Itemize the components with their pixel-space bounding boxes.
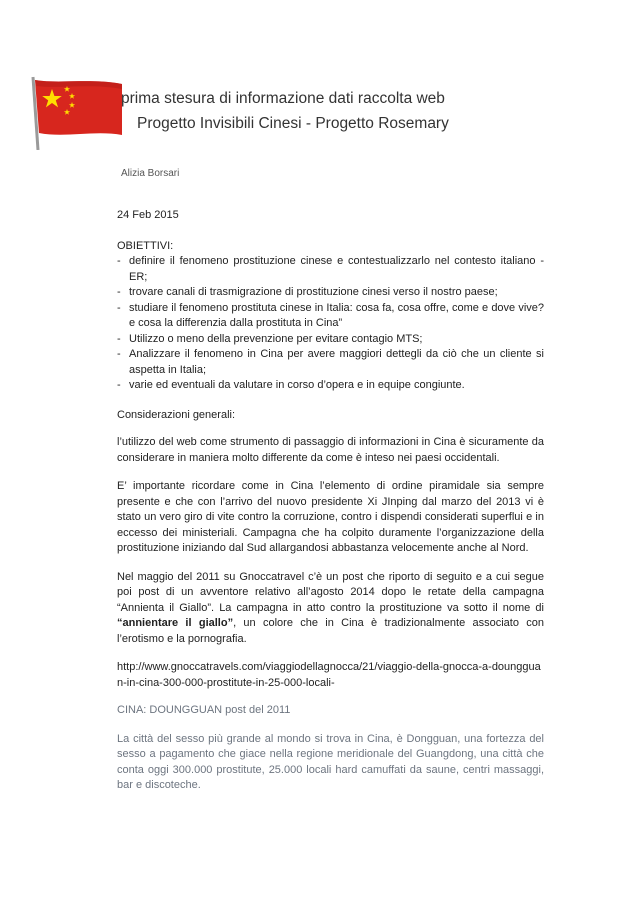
paragraph-crackdown: E’ importante ricordare come in Cina l’elemento di ordine piramidale sia sempre presente e che con l’arrivo del nuovo presidente Xi JInping dal marzo del 2013 vi è stato un vero giro di vite contro la corruzione, contro i dispendi considerati superflui e in eccesso dei ministeriali. Campagna che ha colpito duramente l’organizzazione della prostituzione iniziando dal Sud allargandosi abbastanza velocemente anche al Nord. [117,480,544,554]
objectives-list [117,254,544,394]
paragraph-web-usage: l’utilizzo del web come strumento di passaggio di informazioni in Cina è sicuramente da considerare in maniera molto differente da come è inteso nei paesi occidentali. [117,436,544,464]
document-title: prima stesura di informazione dati raccolta web [121,90,445,107]
objective-item: - studiare il fenomeno prostituta cinese in Italia: cosa fa, cosa offre, come e dove vive? e cosa la differenzia dalla prostituta in Cina” [117,301,544,332]
source-url: http://www.gnoccatravels.com/viaggiodellagnocca/21/viaggio-della-gnocca-a-doungguan-in-cina-300-000-prostitute-in-25-000-locali- [117,661,541,689]
quoted-post: La città del sesso più grande al mondo si trova in Cina, è Dongguan, una fortezza del sesso a pagamento che giace nella regione meridionale del Guangdong, una città che conta oggi 300.000 prostitute, 25.000 locali hard camuffati da saune, centri massaggi, bar e discoteche. [117,732,544,791]
objective-item: - varie ed eventuali da valutare in corso d’opera e in equipe congiunte. [117,378,544,394]
china-flag-image [30,75,125,150]
objective-item: - trovare canali di trasmigrazione di prostituzione cinesi verso il nostro paese; [117,285,544,301]
objective-item: - Analizzare il fenomeno in Cina per avere maggiori dettegli da ciò che un cliente si aspetta in Italia; [117,347,544,378]
quote-heading: CINA: DOUNGGUAN post del 2011 [117,704,291,716]
document-body [117,208,544,794]
paragraph-text: Nel maggio del 2011 su Gnoccatravel c’è un post che riporto di seguito e a cui segue poi post di un avventore relativo all’agosto 2014 dopo le retate della campagna “Annienta il Giallo”. La campagna in atto contro la prostituzione va sotto il nome di [117,570,544,614]
paragraph-text: , un colore che in Cina è tradizionalmente associato con l’erotismo e la pornografia. [117,617,545,645]
paragraph-gnoccatravel [117,570,544,648]
objective-item: - Utilizzo o meno della prevenzione per evitare contagio MTS; [117,332,544,348]
document-date: 24 Feb 2015 [117,209,179,221]
flag-cloth [35,80,122,135]
campaign-name: “annientare il giallo” [117,617,234,629]
author-name: Alizia Borsari [121,168,180,179]
document-subtitle: Progetto Invisibili Cinesi - Progetto Rosemary [137,115,449,132]
considerations-heading: Considerazioni generali: [117,408,236,421]
objective-item: - definire il fenomeno prostituzione cinese e contestualizzarlo nel contesto italiano - ER; [117,254,544,285]
objectives-heading: OBIETTIVI: [117,239,174,252]
